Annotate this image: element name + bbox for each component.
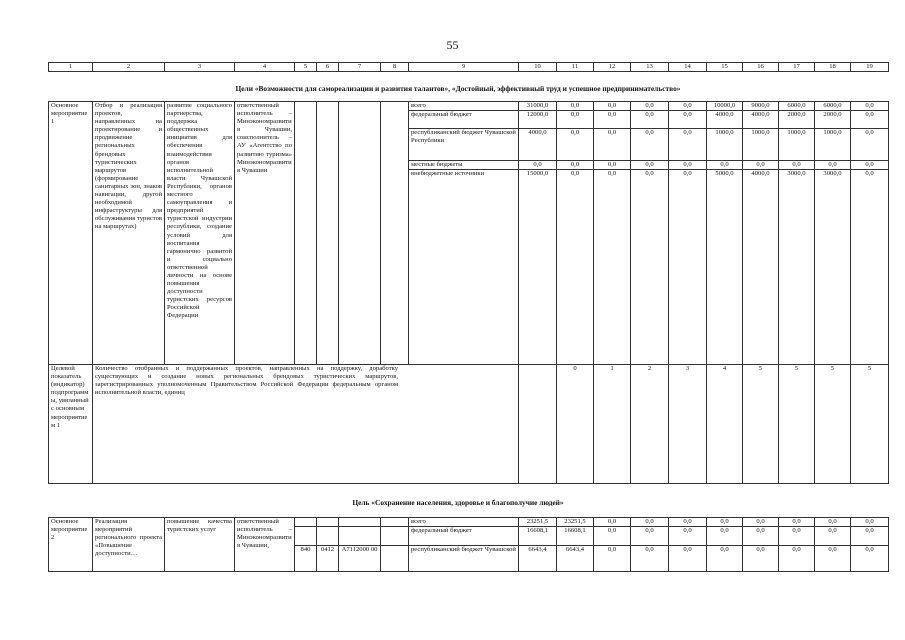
value-cell: 0,0 xyxy=(594,111,631,129)
value-cell: 0,0 xyxy=(779,527,815,545)
value-cell: 0,0 xyxy=(557,129,594,161)
value-cell: 0,0 xyxy=(779,161,815,170)
value-cell: 0,0 xyxy=(851,527,889,545)
value-cell: 0,0 xyxy=(631,518,669,527)
value-cell: 3000,0 xyxy=(779,170,815,365)
value-cell: 16608,1 xyxy=(519,527,557,545)
column-number: 16 xyxy=(743,63,779,72)
column-number: 2 xyxy=(93,63,165,72)
value-cell: 0,0 xyxy=(743,545,779,571)
indicator-value: 5 xyxy=(743,365,779,484)
goal-title-1: Цели «Возможности для самореализации и развития талантов», «Достойный, эффективный труд и успешное предпринимательство» xyxy=(235,84,681,93)
column-number: 4 xyxy=(235,63,295,72)
indicator-value: 5 xyxy=(815,365,851,484)
value-cell: 1000,0 xyxy=(815,129,851,161)
indicator-value: 5 xyxy=(851,365,889,484)
column-number: 15 xyxy=(707,63,743,72)
value-cell: 0,0 xyxy=(743,518,779,527)
indicator-value: 0 xyxy=(557,365,594,484)
column-number: 12 xyxy=(594,63,631,72)
value-cell: 4000,0 xyxy=(707,111,743,129)
value-cell: 23251,5 xyxy=(557,518,594,527)
value-cell: 0,0 xyxy=(851,161,889,170)
value-cell: 0,0 xyxy=(669,545,707,571)
value-cell: 15000,0 xyxy=(519,170,557,365)
value-cell: 0,0 xyxy=(631,161,669,170)
value-cell: 0,0 xyxy=(594,161,631,170)
column-number: 13 xyxy=(631,63,669,72)
event-2-label: Основное мероприятие 2 xyxy=(49,518,93,572)
value-cell: 31000,0 xyxy=(519,102,557,111)
goal-title-2: Цель «Сохранение населения, здоровье и благополучие людей» xyxy=(352,498,564,507)
funding-source: республиканский бюджет Чувашской xyxy=(409,545,519,571)
value-cell: 0,0 xyxy=(743,527,779,545)
value-cell: 0,0 xyxy=(669,170,707,365)
value-cell: 2000,0 xyxy=(779,111,815,129)
value-cell: 0,0 xyxy=(851,111,889,129)
value-cell: 0,0 xyxy=(779,545,815,571)
value-cell: 0,0 xyxy=(557,170,594,365)
value-cell: 0,0 xyxy=(557,102,594,111)
funding-source: местные бюджеты xyxy=(409,161,519,170)
column-number: 14 xyxy=(669,63,707,72)
value-cell: 4000,0 xyxy=(519,129,557,161)
value-cell: 0,0 xyxy=(851,545,889,571)
column-number: 5 xyxy=(295,63,317,72)
value-cell: 0,0 xyxy=(851,129,889,161)
indicator-value: 5 xyxy=(779,365,815,484)
csr-code: А7112000 00 xyxy=(339,545,381,571)
value-cell: 0,0 xyxy=(851,170,889,365)
column-number: 1 xyxy=(49,63,93,72)
value-cell: 0,0 xyxy=(669,102,707,111)
event-1-purpose: развитие социального партнерства, поддержка общественных инициатив для обеспечения взаимодействия органов исполнительной власти Чувашской Республики, органов местного самоуправления и предприятий туристской индустрии республики, создание условий для воспитания гармонично развитой и социально ответственной личности на основе повышения доступности туристских ресурсов Российской Федерации xyxy=(165,102,235,365)
value-cell: 0,0 xyxy=(707,527,743,545)
column-number: 8 xyxy=(381,63,409,72)
value-cell: 4000,0 xyxy=(743,170,779,365)
event-1-executor: ответственный исполнитель – Минэкономразвития Чувашии, соисполнитель – АУ «Агентство по развитию туризма» Минэкономразвития Чувашии xyxy=(235,102,295,365)
column-number: 17 xyxy=(779,63,815,72)
value-cell: 0,0 xyxy=(631,545,669,571)
funding-source: федеральный бюджет xyxy=(409,527,519,545)
value-cell: 0,0 xyxy=(631,527,669,545)
value-cell: 0,0 xyxy=(707,161,743,170)
value-cell: 1000,0 xyxy=(743,129,779,161)
value-cell: 2000,0 xyxy=(815,111,851,129)
event-2-name: Реализация мероприятий регионального проекта «Повышение доступности… xyxy=(93,518,165,572)
event-1-label: Основное мероприятие 1 xyxy=(49,102,93,365)
value-cell: 0,0 xyxy=(779,518,815,527)
value-cell: 0,0 xyxy=(669,129,707,161)
value-cell: 16608,1 xyxy=(557,527,594,545)
column-number: 18 xyxy=(815,63,851,72)
funding-source: всего xyxy=(409,518,519,527)
value-cell: 0,0 xyxy=(557,161,594,170)
indicator-value: 4 xyxy=(707,365,743,484)
indicator-label: Целевой показатель (индикатор) подпрограммы, увязанный с основным мероприятием 1 xyxy=(49,365,93,484)
value-cell: 6000,0 xyxy=(779,102,815,111)
value-cell: 0,0 xyxy=(594,527,631,545)
value-cell: 0,0 xyxy=(631,102,669,111)
event-2-purpose: повышение качества туристских услуг xyxy=(165,518,235,572)
column-number: 9 xyxy=(409,63,519,72)
value-cell: 0,0 xyxy=(851,102,889,111)
value-cell: 0,0 xyxy=(519,161,557,170)
indicator-value: 2 xyxy=(631,365,669,484)
value-cell: 6643,4 xyxy=(557,545,594,571)
value-cell: 1000,0 xyxy=(707,129,743,161)
value-cell: 3000,0 xyxy=(815,170,851,365)
value-cell: 23251,5 xyxy=(519,518,557,527)
indicator-value: 3 xyxy=(669,365,707,484)
column-number: 19 xyxy=(851,63,889,72)
value-cell: 0,0 xyxy=(594,545,631,571)
rzpr-code: 0412 xyxy=(317,545,339,571)
grbs-code: 840 xyxy=(295,545,317,571)
funding-source: внебюджетные источники xyxy=(409,170,519,365)
value-cell: 9000,0 xyxy=(743,102,779,111)
event-2-table xyxy=(48,517,889,572)
page-number: 55 xyxy=(446,38,459,52)
event-1-name: Отбор и реализация проектов, направленных на проектирование и продвижение региональных брендовых туристических маршрутов (формирование санитарных зон, знаков навигации, другой необходимой инфраструктуры для обслуживания туристов на маршрутах) xyxy=(93,102,165,365)
value-cell: 0,0 xyxy=(557,111,594,129)
value-cell: 0,0 xyxy=(594,170,631,365)
value-cell: 0,0 xyxy=(631,111,669,129)
indicator-text: Количество отобранных и поддержанных проектов, направленных на поддержку, доработку существующих и создание новых региональных брендовых туристических маршрутов, зарегистрированных уполномоченным Правительством Российской Федерации федеральным органом исполнительной власти, единиц xyxy=(93,365,519,484)
value-cell: 1000,0 xyxy=(779,129,815,161)
funding-source: федеральный бюджет xyxy=(409,111,519,129)
column-number: 3 xyxy=(165,63,235,72)
column-number: 10 xyxy=(519,63,557,72)
value-cell: 0,0 xyxy=(669,111,707,129)
value-cell: 0,0 xyxy=(815,545,851,571)
event-1-table xyxy=(48,101,889,484)
value-cell: 4000,0 xyxy=(743,111,779,129)
value-cell: 5000,0 xyxy=(707,170,743,365)
column-number: 11 xyxy=(557,63,594,72)
funding-source: всего xyxy=(409,102,519,111)
indicator-row xyxy=(49,365,889,484)
value-cell: 0,0 xyxy=(594,102,631,111)
value-cell: 6643,4 xyxy=(519,545,557,571)
value-cell: 0,0 xyxy=(743,161,779,170)
table-row xyxy=(49,518,889,527)
column-number: 7 xyxy=(339,63,381,72)
value-cell: 0,0 xyxy=(815,161,851,170)
value-cell: 0,0 xyxy=(669,527,707,545)
column-number-header xyxy=(48,62,889,72)
value-cell: 0,0 xyxy=(851,518,889,527)
value-cell: 0,0 xyxy=(594,129,631,161)
value-cell: 0,0 xyxy=(707,545,743,571)
value-cell: 0,0 xyxy=(631,129,669,161)
funding-source: республиканский бюджет Чувашской Республики xyxy=(409,129,519,161)
value-cell: 0,0 xyxy=(594,518,631,527)
value-cell: 0,0 xyxy=(815,527,851,545)
column-number: 6 xyxy=(317,63,339,72)
value-cell: 6000,0 xyxy=(815,102,851,111)
value-cell: 0,0 xyxy=(707,518,743,527)
value-cell: 0,0 xyxy=(669,518,707,527)
value-cell: 0,0 xyxy=(815,518,851,527)
value-cell: 0,0 xyxy=(669,161,707,170)
value-cell: 10000,0 xyxy=(707,102,743,111)
event-2-executor: ответственный исполнитель – Минэкономразвития Чувашии, xyxy=(235,518,295,572)
value-cell: 0,0 xyxy=(631,170,669,365)
table-row xyxy=(49,102,889,111)
indicator-value: 1 xyxy=(594,365,631,484)
value-cell: 12000,0 xyxy=(519,111,557,129)
